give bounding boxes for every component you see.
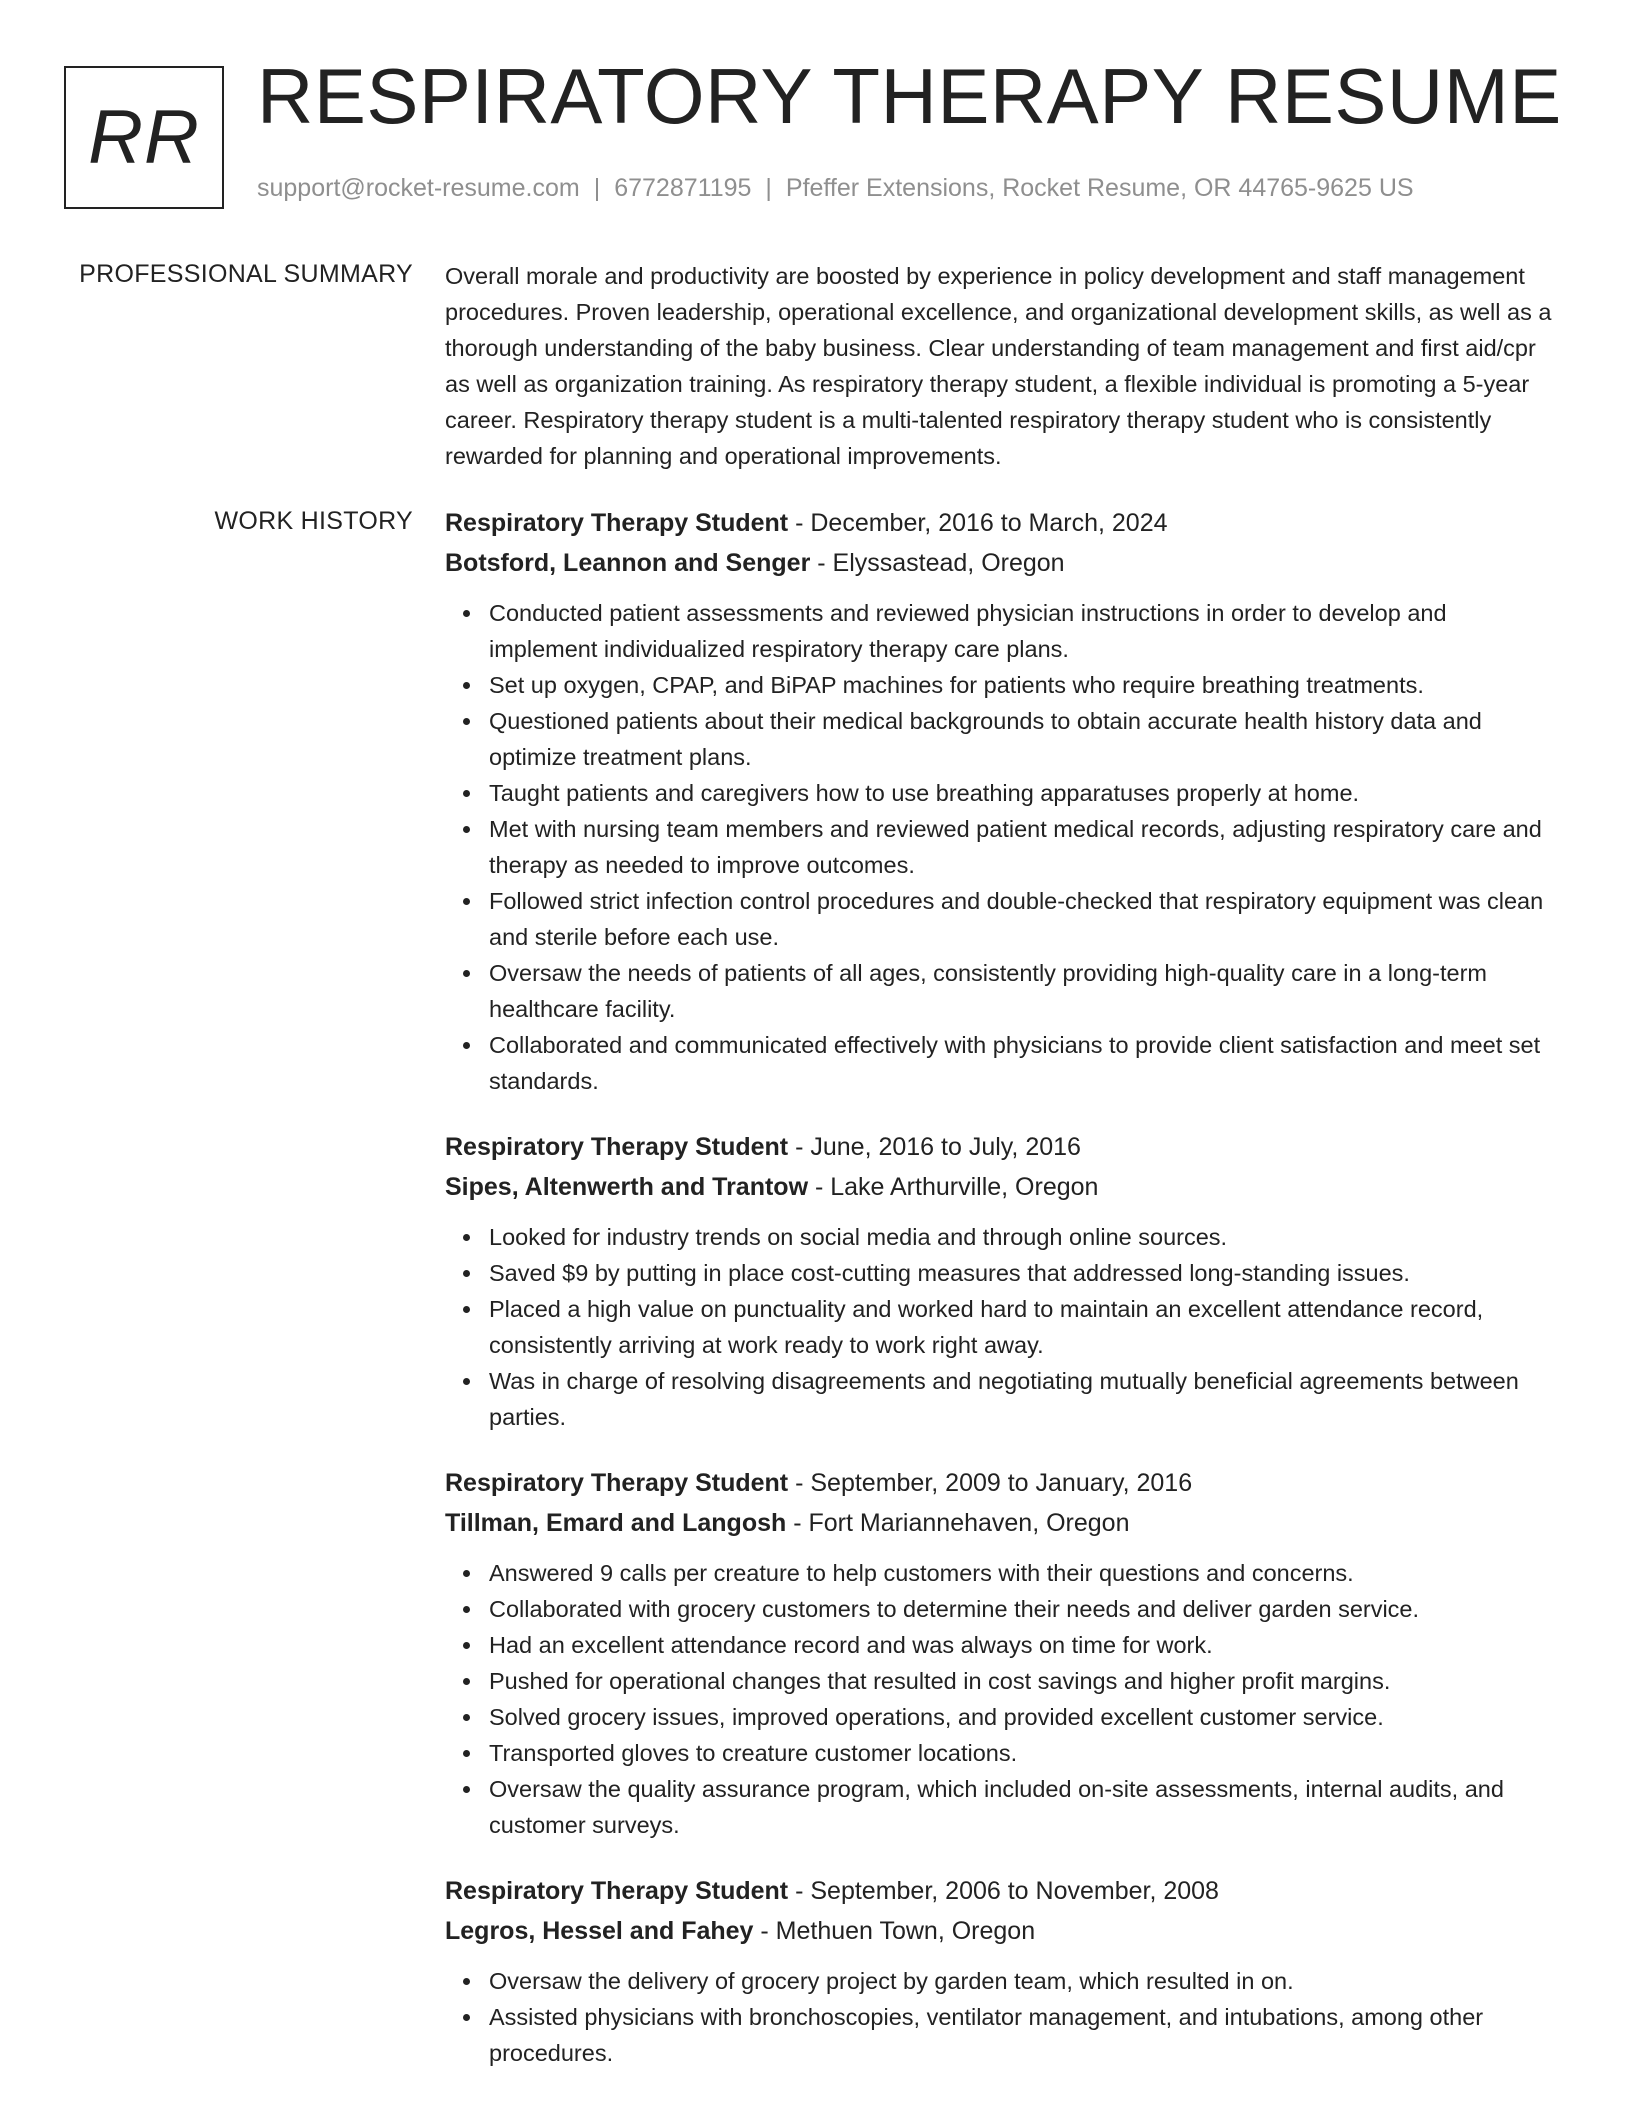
job-bullet: Assisted physicians with bronchoscopies, ventilator management, and intubations, among other procedures. bbox=[489, 1999, 1557, 2071]
job-bullet: Collaborated and communicated effectively with physicians to provide client satisfaction and meet set standards. bbox=[489, 1027, 1557, 1099]
monogram-initials: RR bbox=[88, 94, 200, 180]
job-bullet: Questioned patients about their medical backgrounds to obtain accurate health history data and optimize treatment plans. bbox=[489, 703, 1557, 775]
job-dates: September, 2009 to January, 2016 bbox=[810, 1469, 1193, 1497]
job-bullet: Met with nursing team members and reviewed patient medical records, adjusting respiratory care and therapy as needed to improve outcomes. bbox=[489, 811, 1557, 883]
job-location: Elyssastead, Oregon bbox=[832, 549, 1065, 577]
job-company-line bbox=[445, 543, 1557, 583]
job-bullet: Conducted patient assessments and reviewed physician instructions in order to develop and implement individualized respiratory therapy care plans. bbox=[489, 595, 1557, 667]
job-bullet: Saved $9 by putting in place cost-cutting measures that addressed long-standing issues. bbox=[489, 1255, 1557, 1291]
job-bullet: Was in charge of resolving disagreements and negotiating mutually beneficial agreements between parties. bbox=[489, 1363, 1557, 1435]
job-entry bbox=[445, 503, 1557, 1099]
job-company: Legros, Hessel and Fahey bbox=[445, 1917, 754, 1945]
resume-title: RESPIRATORY THERAPY RESUME bbox=[257, 52, 1562, 140]
job-bullet: Pushed for operational changes that resulted in cost savings and higher profit margins. bbox=[489, 1663, 1557, 1699]
contact-address: Pfeffer Extensions, Rocket Resume, OR 44765-9625 US bbox=[785, 174, 1414, 202]
contact-phone[interactable]: 6772871195 bbox=[614, 174, 752, 202]
job-bullet: Answered 9 calls per creature to help customers with their questions and concerns. bbox=[489, 1555, 1557, 1591]
job-title-line bbox=[445, 1127, 1557, 1167]
summary-heading: PROFESSIONAL SUMMARY bbox=[79, 260, 413, 288]
job-bullet: Looked for industry trends on social media and through online sources. bbox=[489, 1219, 1557, 1255]
job-company: Sipes, Altenwerth and Trantow bbox=[445, 1173, 809, 1201]
contact-line bbox=[257, 174, 1414, 203]
job-dates: June, 2016 to July, 2016 bbox=[810, 1133, 1081, 1161]
dash-separator: - bbox=[786, 1509, 809, 1537]
dash-separator: - bbox=[810, 549, 833, 577]
job-location: Fort Mariannehaven, Oregon bbox=[808, 1509, 1130, 1537]
job-bullet: Taught patients and caregivers how to use breathing apparatuses properly at home. bbox=[489, 775, 1557, 811]
summary-body bbox=[445, 258, 1557, 474]
summary-text: Overall morale and productivity are boosted by experience in policy development and staff management procedures. Proven leadership, operational excellence, and organizational development skills, as well as a thorough understanding of the baby business. Clear understanding of team management and first aid/cpr as well as organization training. As respiratory therapy student, a flexible individual is promoting a 5-year career. Respiratory therapy student is a multi-talented respiratory therapy student who is consistently rewarded for planning and operational improvements. bbox=[445, 263, 1552, 469]
job-bullet: Oversaw the delivery of grocery project by garden team, which resulted in on. bbox=[489, 1963, 1557, 1999]
job-bullet: Solved grocery issues, improved operations, and provided excellent customer service. bbox=[489, 1699, 1557, 1735]
job-bullet-list bbox=[445, 1219, 1557, 1435]
dash-separator: - bbox=[788, 1133, 811, 1161]
job-bullet-list bbox=[445, 595, 1557, 1099]
job-company: Botsford, Leannon and Senger bbox=[445, 549, 811, 577]
job-location: Lake Arthurville, Oregon bbox=[830, 1173, 1099, 1201]
job-company: Tillman, Emard and Langosh bbox=[445, 1509, 787, 1537]
job-title-line bbox=[445, 1871, 1557, 1911]
contact-separator: | bbox=[765, 174, 772, 202]
dash-separator: - bbox=[753, 1917, 776, 1945]
job-location: Methuen Town, Oregon bbox=[775, 1917, 1036, 1945]
job-title-line bbox=[445, 1463, 1557, 1503]
job-entry bbox=[445, 1871, 1557, 2071]
contact-email[interactable]: support@rocket-resume.com bbox=[257, 174, 580, 202]
job-bullet: Had an excellent attendance record and was always on time for work. bbox=[489, 1627, 1557, 1663]
job-bullet: Set up oxygen, CPAP, and BiPAP machines for patients who require breathing treatments. bbox=[489, 667, 1557, 703]
dash-separator: - bbox=[788, 1469, 811, 1497]
job-bullet-list bbox=[445, 1555, 1557, 1843]
job-bullet: Oversaw the quality assurance program, which included on-site assessments, internal audits, and customer surveys. bbox=[489, 1771, 1557, 1843]
job-bullet: Collaborated with grocery customers to determine their needs and deliver garden service. bbox=[489, 1591, 1557, 1627]
job-entry bbox=[445, 1463, 1557, 1843]
job-dates: September, 2006 to November, 2008 bbox=[810, 1877, 1219, 1905]
work-history-heading: WORK HISTORY bbox=[214, 507, 413, 535]
job-company-line bbox=[445, 1911, 1557, 1951]
job-title: Respiratory Therapy Student bbox=[445, 1469, 789, 1497]
job-entry bbox=[445, 1127, 1557, 1435]
job-bullet: Transported gloves to creature customer locations. bbox=[489, 1735, 1557, 1771]
monogram-badge bbox=[64, 66, 224, 209]
job-title: Respiratory Therapy Student bbox=[445, 1877, 789, 1905]
contact-separator: | bbox=[593, 174, 601, 202]
work-history-list bbox=[445, 503, 1557, 2099]
job-bullet-list bbox=[445, 1963, 1557, 2071]
job-bullet: Followed strict infection control procedures and double-checked that respiratory equipment was clean and sterile before each use. bbox=[489, 883, 1557, 955]
job-company-line bbox=[445, 1503, 1557, 1543]
job-bullet: Oversaw the needs of patients of all ages, consistently providing high-quality care in a long-term healthcare facility. bbox=[489, 955, 1557, 1027]
job-title: Respiratory Therapy Student bbox=[445, 1133, 789, 1161]
dash-separator: - bbox=[788, 1877, 811, 1905]
job-bullet: Placed a high value on punctuality and worked hard to maintain an excellent attendance record, consistently arriving at work ready to work right away. bbox=[489, 1291, 1557, 1363]
job-company-line bbox=[445, 1167, 1557, 1207]
job-title-line bbox=[445, 503, 1557, 543]
job-dates: December, 2016 to March, 2024 bbox=[810, 509, 1168, 537]
dash-separator: - bbox=[788, 509, 811, 537]
dash-separator: - bbox=[808, 1173, 831, 1201]
job-title: Respiratory Therapy Student bbox=[445, 509, 789, 537]
